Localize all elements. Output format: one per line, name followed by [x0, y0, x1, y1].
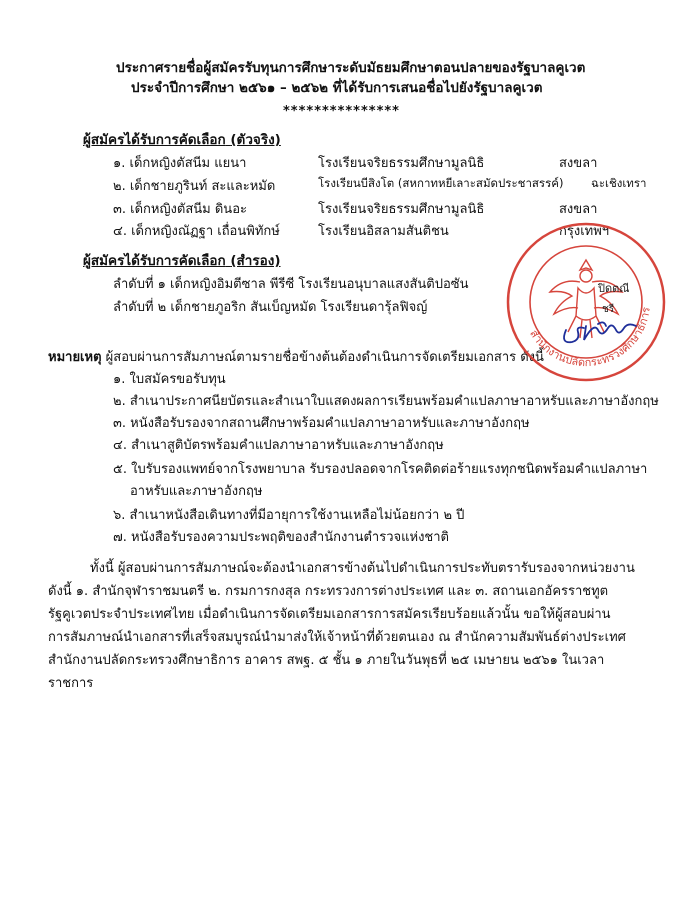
selected-row-3-name: ๓. เด็กหญิงตัสนีม ดินอะ	[113, 202, 247, 217]
reserve-row-1: ลำดับที่ ๑ เด็กหญิงอิมตีซาล พีรีซี โรงเรียนอนุบาลแสงสันติปอซัน	[113, 277, 469, 292]
closing-line-3: รัฐคูเวตประจำประเทศไทย เมื่อดำเนินการจัดเตรียมเอกสารการสมัครเรียบร้อยแล้วนั้น ขอให้ผู้สอบผ่าน	[48, 607, 611, 622]
selected-row-3-province: สงขลา	[559, 202, 598, 217]
seal-inner-text-2: ชรี	[602, 304, 615, 315]
reserve-heading	[83, 249, 281, 271]
closing-line-1: ทั้งนี้ ผู้สอบผ่านการสัมภาษณ์จะต้องนำเอกสารข้างต้นไปดำเนินการประทับตรารับรองจากหน่วยงาน	[90, 561, 635, 576]
title-line-2: ประจำปีการศึกษา ๒๕๖๑ – ๒๕๖๒ ที่ได้รับการเสนอชื่อไปยังรัฐบาลคูเวต	[131, 80, 543, 96]
note-item-7: ๗. หนังสือรับรองความประพฤติของสำนักงานตำรวจแห่งชาติ	[113, 530, 449, 545]
separator: ***************	[283, 104, 400, 119]
note-item-3: ๓. หนังสือรับรองจากสถานศึกษาพร้อมคำแปลภาษาอาหรับและภาษาอังกฤษ	[113, 416, 530, 431]
selected-row-4-province: กรุงเทพฯ	[559, 224, 610, 239]
reserve-row-2: ลำดับที่ ๒ เด็กชายภูอริก สันเบ็ญหมัด โรงเรียนดารุ้ลฟิจญ์	[113, 300, 428, 315]
note-item-2: ๒. สำเนาประกาศนียบัตรและสำเนาใบแสดงผลการเรียนพร้อมคำแปลภาษาอาหรับและภาษาอังกฤษ	[113, 394, 659, 409]
reserve-heading-text: ผู้สมัครได้รับการคัดเลือก	[83, 253, 226, 269]
selected-row-4-name: ๔. เด็กหญิงณัฏฐา เถื่อนพิทักษ์	[113, 224, 280, 239]
note-item-1: ๑. ใบสมัครขอรับทุน	[113, 372, 226, 387]
note-item-4: ๔. สำเนาสูติบัตรพร้อมคำแปลภาษาอาหรับและภาษาอังกฤษ	[113, 438, 444, 453]
closing-line-6: ราชการ	[48, 676, 94, 691]
closing-line-2: ดังนี้ ๑. สำนักจุฬาราชมนตรี ๒. กรมการกงสุล กระทรวงการต่างประเทศ และ ๓. สถานเอกอัครราชทูต	[48, 584, 609, 599]
note-item-5: ๕. ใบรับรองแพทย์จากโรงพยาบาล รับรองปลอดจากโรคติดต่อร้ายแรงทุกชนิดพร้อมคำแปลภาษา	[113, 462, 648, 477]
note-item-6: ๖. สำเนาหนังสือเดินทางที่มีอายุการใช้งานเหลือไม่น้อยกว่า ๒ ปี	[113, 508, 465, 523]
official-seal-stamp	[502, 218, 670, 386]
selected-row-4-school: โรงเรียนอิสลามสันติชน	[318, 224, 449, 239]
note-item-5-cont: อาหรับและภาษาอังกฤษ	[130, 484, 263, 499]
selected-row-1-school: โรงเรียนจริยธรรมศึกษามูลนิธิ	[318, 156, 485, 171]
note-intro	[48, 346, 544, 367]
selected-row-1-name: ๑. เด็กหญิงตัสนีม แยนา	[113, 156, 247, 171]
seal-ring-text: สำนักงานปลัดกระทรวงศึกษาธิการ	[527, 306, 653, 370]
reserve-heading-note: (สำรอง)	[230, 253, 281, 269]
selected-heading-text: ผู้สมัครได้รับการคัดเลือก	[83, 132, 226, 148]
title-line-1: ประกาศรายชื่อผู้สมัครรับทุนการศึกษาระดับมัธยมศึกษาตอนปลายของรัฐบาลคูเวต	[116, 60, 586, 76]
closing-line-5: สำนักงานปลัดกระทรวงศึกษาธิการ อาคาร สพฐ. ๕ ชั้น ๑ ภายในวันพุธที่ ๒๕ เมษายน ๒๕๖๑ ในเวลา	[48, 653, 605, 668]
selected-heading-note: (ตัวจริง)	[230, 132, 281, 148]
selected-row-3-school: โรงเรียนจริยธรรมศึกษามูลนิธิ	[318, 202, 485, 217]
selected-row-2-province: ฉะเชิงเทรา	[591, 176, 647, 190]
selected-heading	[83, 128, 281, 150]
seal-inner-text-1: ปิดตณี	[598, 282, 630, 295]
closing-line-4: การสัมภาษณ์นำเอกสารที่เสร็จสมบูรณ์นำมาส่งให้เจ้าหน้าที่ด้วยตนเอง ณ สำนักความสัมพันธ์ต่างประเทศ	[48, 630, 626, 645]
selected-row-1-province: สงขลา	[559, 156, 598, 171]
note-label: หมายเหตุ	[48, 350, 102, 365]
note-intro-text: ผู้สอบผ่านการสัมภาษณ์ตามรายชื่อข้างต้นต้องดำเนินการจัดเตรียมเอกสาร ดังนี้	[105, 350, 544, 365]
selected-row-2-school: โรงเรียนบีสิงโต (สหกาทหยีเลาะสมัดประชาสรรค์)	[318, 176, 564, 190]
selected-row-2-name: ๒. เด็กชายภูรินท์ สะและหมัด	[113, 179, 276, 194]
